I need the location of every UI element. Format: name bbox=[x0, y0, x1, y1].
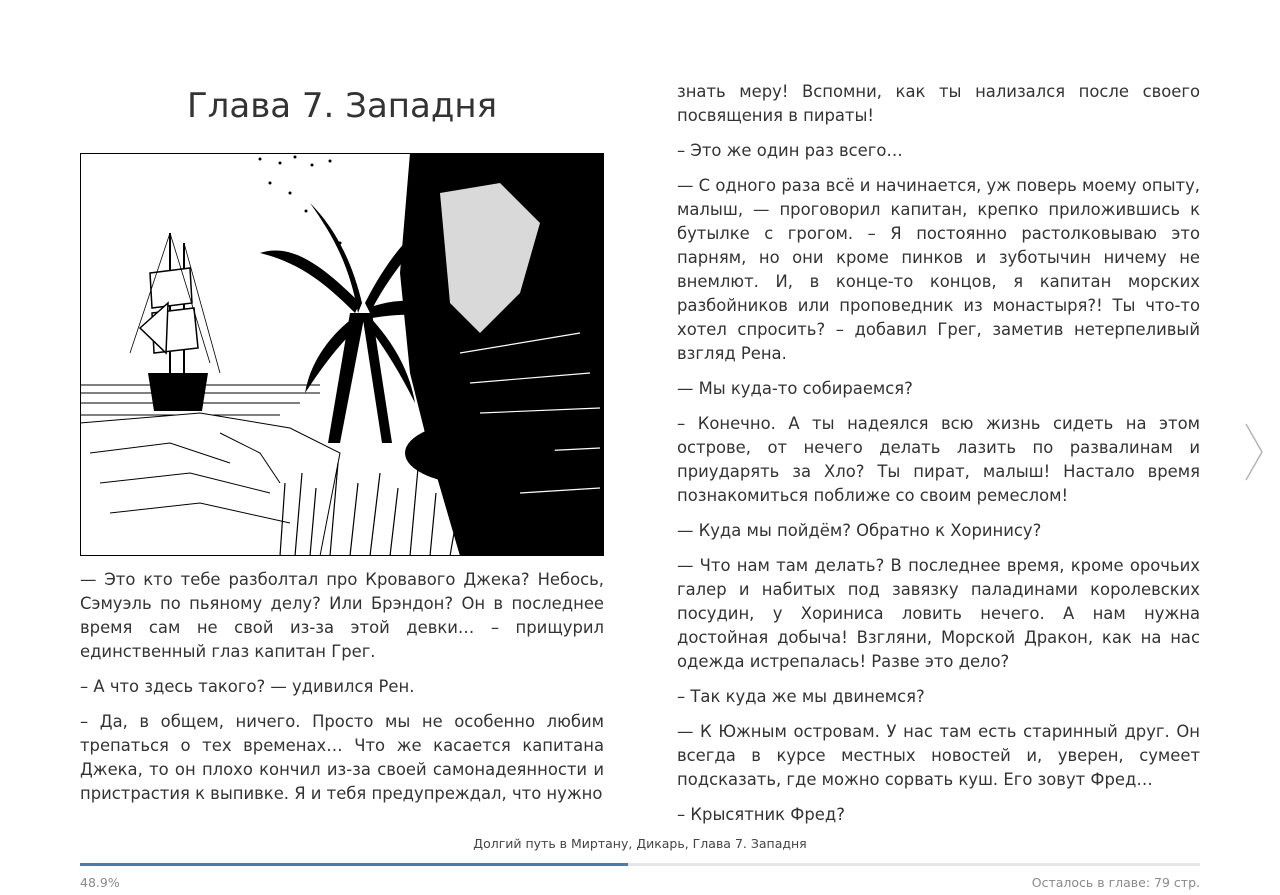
chapter-title: Глава 7. Западня bbox=[186, 86, 498, 126]
progress-fill bbox=[80, 863, 628, 866]
reading-progress-bar[interactable] bbox=[80, 863, 1200, 866]
next-page-button[interactable] bbox=[1242, 420, 1266, 484]
book-info: Долгий путь в Миртану, Дикарь, Глава 7. Западня bbox=[473, 836, 807, 851]
paragraph: — Мы куда-то собираемся? bbox=[677, 379, 913, 398]
paragraph: – Это же один раз всего… bbox=[677, 141, 903, 160]
pages-left-in-chapter: Осталось в главе: 79 стр. bbox=[1031, 875, 1200, 890]
paragraph: знать меру! Вспомни, как ты нализался после своего посвящения в пираты! bbox=[677, 82, 1200, 125]
progress-percent: 48.9% bbox=[80, 875, 120, 890]
chapter-illustration bbox=[80, 153, 604, 556]
left-column-text bbox=[80, 568, 604, 817]
right-column-text bbox=[677, 80, 1200, 838]
paragraph: — С одного раза всё и начинается, уж поверь моему опыту, малыш, — проговорил капитан, крепко приложившись к бутылке с грогом. – Я постоянно растолковываю это парням, но они кроме пинков и зуботычин ничему не внемлют. И, в конце-то концов, я капитан морских разбойников или проповедник из монастыря?! Ты что-то хотел спросить? – добавил Грег, заметив нетерпеливый взгляд Рена. bbox=[677, 176, 1200, 363]
paragraph: – Конечно. А ты надеялся всю жизнь сидеть на этом острове, от нечего делать лазить по развалинам и приударять за Хло? Ты пират, малыш! Настало время познакомиться поближе со своим ремеслом! bbox=[677, 414, 1200, 505]
paragraph: – А что здесь такого? — удивился Рен. bbox=[80, 677, 415, 696]
paragraph: — Это кто тебе разболтал про Кровавого Джека? Небось, Сэмуэль по пьяному делу? Или Брэндон? Он в последнее время сам не свой из-за этой девки… – прищурил единственный глаз капитан Грег. bbox=[80, 570, 604, 661]
paragraph: – Крысятник Фред? bbox=[677, 805, 845, 824]
paragraph: — Куда мы пойдём? Обратно к Хоринису? bbox=[677, 521, 1042, 540]
paragraph: — К Южным островам. У нас там есть старинный друг. Он всегда в курсе местных новостей и, уверен, сумеет подсказать, где можно сорвать куш. Его зовут Фред… bbox=[677, 722, 1200, 789]
chevron-right-icon bbox=[1242, 420, 1266, 484]
paragraph: – Да, в общем, ничего. Просто мы не особенно любим трепаться о тех временах… Что же касается капитана Джека, то он плохо кончил из-за своей самонадеянности и пристрастия к выпивке. Я и тебя предупреждал, что нужно bbox=[80, 712, 604, 803]
paragraph: – Так куда же мы двинемся? bbox=[677, 687, 925, 706]
paragraph: — Что нам там делать? В последнее время, кроме орочьих галер и набитых под завязку паладинами королевских посудин, у Хориниса ловить нечего. А нам нужна достойная добыча! Взгляни, Морской Дракон, как на нас одежда истрепалась! Разве это дело? bbox=[677, 556, 1200, 671]
